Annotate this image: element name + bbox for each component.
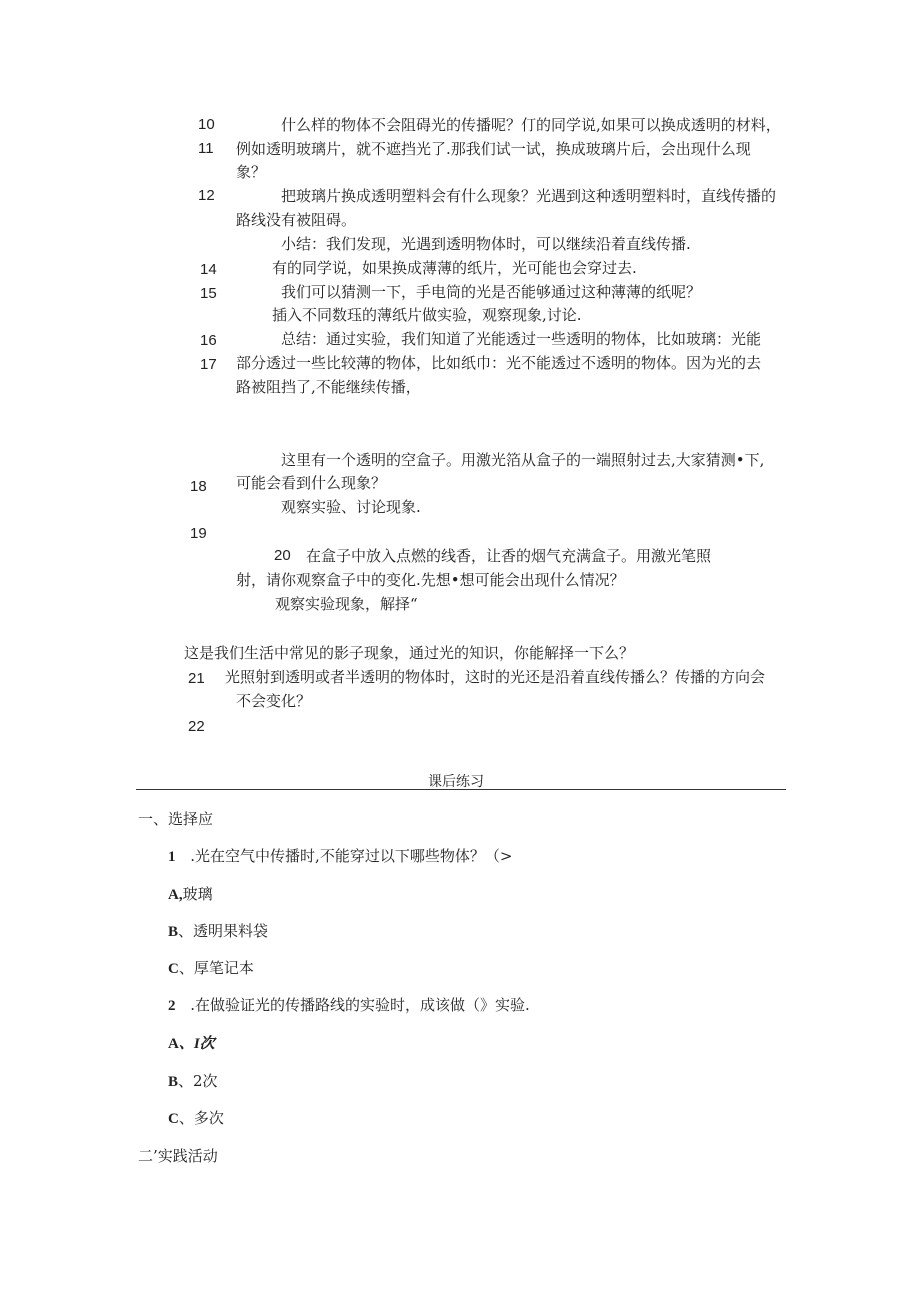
paragraph-13-line-2: 不会变化？: [236, 692, 312, 710]
paragraph-8-line-2: 可能会看到什么现象？: [236, 474, 387, 492]
option-1c-text: 、厚笔记本: [178, 959, 254, 977]
paragraph-8-line-1: 这里有一个透明的空盒子。用激光箔从盒子的一端照射过去,大家猜测•下,: [281, 451, 765, 469]
option-1b-letter: B: [168, 924, 179, 940]
title-divider: [136, 789, 786, 790]
line-number-17: 17: [200, 356, 217, 373]
paragraph-1-line-1: 什么样的物体不会阻碍光的传播呢？仃的同学说,如果可以换成透明的材料，: [281, 116, 781, 134]
option-2b-text: 、2次: [178, 1072, 218, 1090]
question-2-number: 2: [168, 998, 176, 1014]
paragraph-1-line-2: 例如透明玻璃片，就不遮挡光了.那我们试一试，换成玻璃片后，会出现什么现: [236, 140, 751, 158]
paragraph-6: 插入不同数珏的薄纸片做实验，观察现象,讨论.: [272, 306, 582, 324]
question-1: [168, 846, 512, 867]
paragraph-1-line-3: 象？: [236, 163, 267, 181]
option-1b-text: 、透明果料袋: [178, 922, 269, 940]
option-2b-letter: B: [168, 1074, 179, 1090]
option-1a-text: 玻璃: [182, 885, 213, 903]
line-number-19: 19: [190, 525, 207, 542]
line-number-16: 16: [200, 332, 217, 349]
summary-line: 小结：我们发现，光遇到透明物体时，可以继续沿着直线传播.: [281, 235, 691, 253]
option-2c-text: 、多次: [178, 1109, 224, 1127]
question-2: [168, 995, 530, 1016]
line-number-22: 22: [188, 718, 205, 735]
paragraph-10-line-1: 在盒子中放入点燃的线香，让香的烟气充满盒子。用激光笔照: [306, 547, 712, 565]
paragraph-12: 这是我们生活中常见的影子现象，通过光的知识，你能解择一下么？: [184, 644, 635, 662]
option-1a: [168, 884, 213, 905]
question-1-text: .光在空气中传播时,不能穿过以下哪些物体？（>: [190, 847, 513, 865]
line-number-21: 21: [188, 670, 205, 687]
conclusion-line-2: 部分透过一些比较薄的物体，比如纸巾：光不能透过不透明的物体。因为光的去: [236, 354, 762, 372]
line-number-14: 14: [200, 261, 217, 278]
option-2a-letter: A: [168, 1036, 179, 1052]
line-number-15: 15: [200, 285, 217, 302]
paragraph-9: 观察实验、讨论现象.: [281, 498, 421, 516]
conclusion-line-3: 路被阻挡了,不能继续传播，: [236, 378, 421, 396]
option-1c: [168, 958, 254, 979]
paragraph-2-line-1: 把玻璃片换成透明塑料会有什么现象？光遇到这种透明塑料时，直线传播的: [281, 187, 777, 205]
option-2c: [168, 1108, 224, 1129]
paragraph-5: 我们可以猜测一下，手电筒的光是否能够通过这种薄薄的纸呢？: [281, 283, 702, 301]
line-number-20: 20: [274, 547, 291, 564]
line-number-12: 12: [198, 187, 215, 204]
paragraph-13-line-1: 光照射到透明或者半透明的物体时，这时的光还是沿着直线传播么？传播的方向会: [225, 668, 766, 686]
section-2-heading: 二’实践活动: [138, 1147, 218, 1165]
paragraph-11: 观察实验现象，解择“: [275, 595, 418, 613]
section-1-heading: 一、选择应: [138, 810, 214, 828]
paragraph-4: 有的同学说，如果换成薄薄的纸片，光可能也会穿过去.: [272, 259, 637, 277]
line-number-10: 10: [198, 116, 215, 133]
option-2b: [168, 1071, 218, 1092]
option-2a: [168, 1033, 215, 1054]
paragraph-10-line-2: 射，请你观察盒子中的变化.先想•想可能会出现什么情况？: [236, 571, 625, 589]
question-2-text: .在做验证光的传播路线的实验时，成该做（》实验.: [190, 996, 530, 1014]
option-1a-letter: A,: [168, 887, 183, 903]
conclusion-line-1: 总结：通过实验，我们知道了光能透过一些透明的物体，比如玻璃：光能: [281, 330, 762, 348]
exercises-title: 课后练习: [428, 774, 484, 790]
line-number-11: 11: [198, 140, 214, 157]
option-1b: [168, 921, 268, 942]
line-number-18: 18: [190, 478, 207, 495]
option-2a-text: 、I次: [178, 1036, 215, 1052]
paragraph-2-line-2: 路线没有被阻碍。: [236, 211, 357, 229]
option-1c-letter: C: [168, 961, 179, 977]
question-1-number: 1: [168, 849, 176, 865]
option-2c-letter: C: [168, 1111, 179, 1127]
